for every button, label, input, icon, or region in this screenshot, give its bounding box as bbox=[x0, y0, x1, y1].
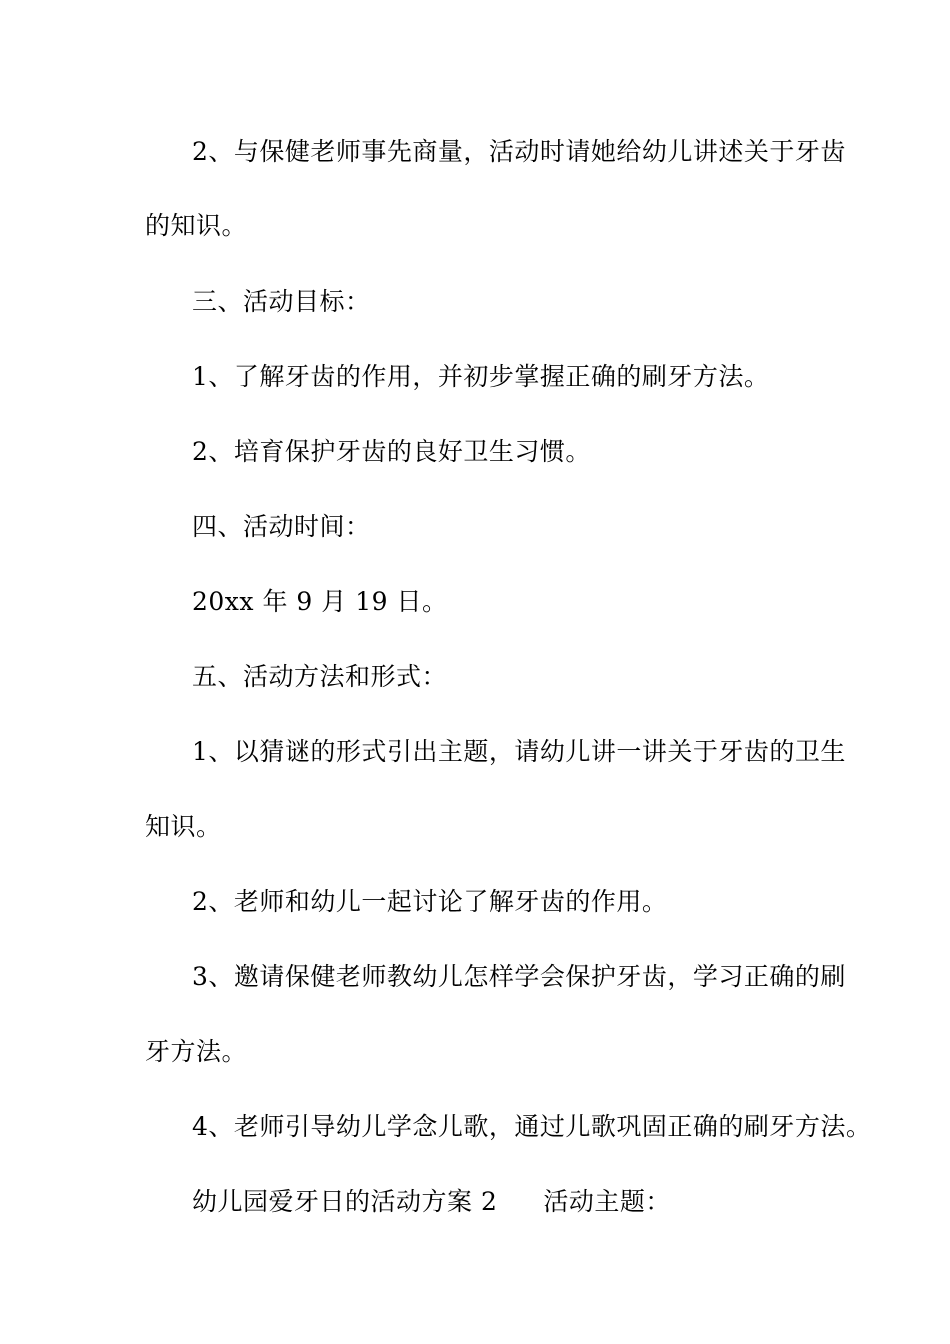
paragraph-line: 3、邀请保健老师教幼儿怎样学会保护牙齿，学习正确的刷 bbox=[192, 962, 846, 991]
paragraph-line bbox=[192, 1184, 832, 1220]
section-heading: 活动主题： bbox=[543, 1187, 671, 1216]
section-heading: 五、活动方法和形式： bbox=[192, 662, 448, 691]
section-heading: 四、活动时间： bbox=[192, 512, 371, 541]
paragraph-line: 知识。 bbox=[145, 812, 222, 841]
paragraph-line: 牙方法。 bbox=[145, 1037, 248, 1066]
paragraph-line: 2、培育保护牙齿的良好卫生习惯。 bbox=[192, 437, 591, 466]
paragraph-line: 1、了解牙齿的作用，并初步掌握正确的刷牙方法。 bbox=[192, 362, 770, 391]
section-heading: 三、活动目标： bbox=[192, 287, 371, 316]
paragraph-line: 2、与保健老师事先商量，活动时请她给幼儿讲述关于牙齿 bbox=[192, 137, 846, 166]
plan-title: 幼儿园爱牙日的活动方案 2 bbox=[192, 1187, 498, 1216]
paragraph-line: 20xx 年 9 月 19 日。 bbox=[192, 587, 448, 616]
paragraph-line: 1、以猜谜的形式引出主题，请幼儿讲一讲关于牙齿的卫生 bbox=[192, 737, 846, 766]
paragraph-line: 2、老师和幼儿一起讨论了解牙齿的作用。 bbox=[192, 887, 668, 916]
paragraph-line: 4、老师引导幼儿学念儿歌，通过儿歌巩固正确的刷牙方法。 bbox=[192, 1112, 872, 1141]
paragraph-line: 的知识。 bbox=[145, 211, 248, 240]
